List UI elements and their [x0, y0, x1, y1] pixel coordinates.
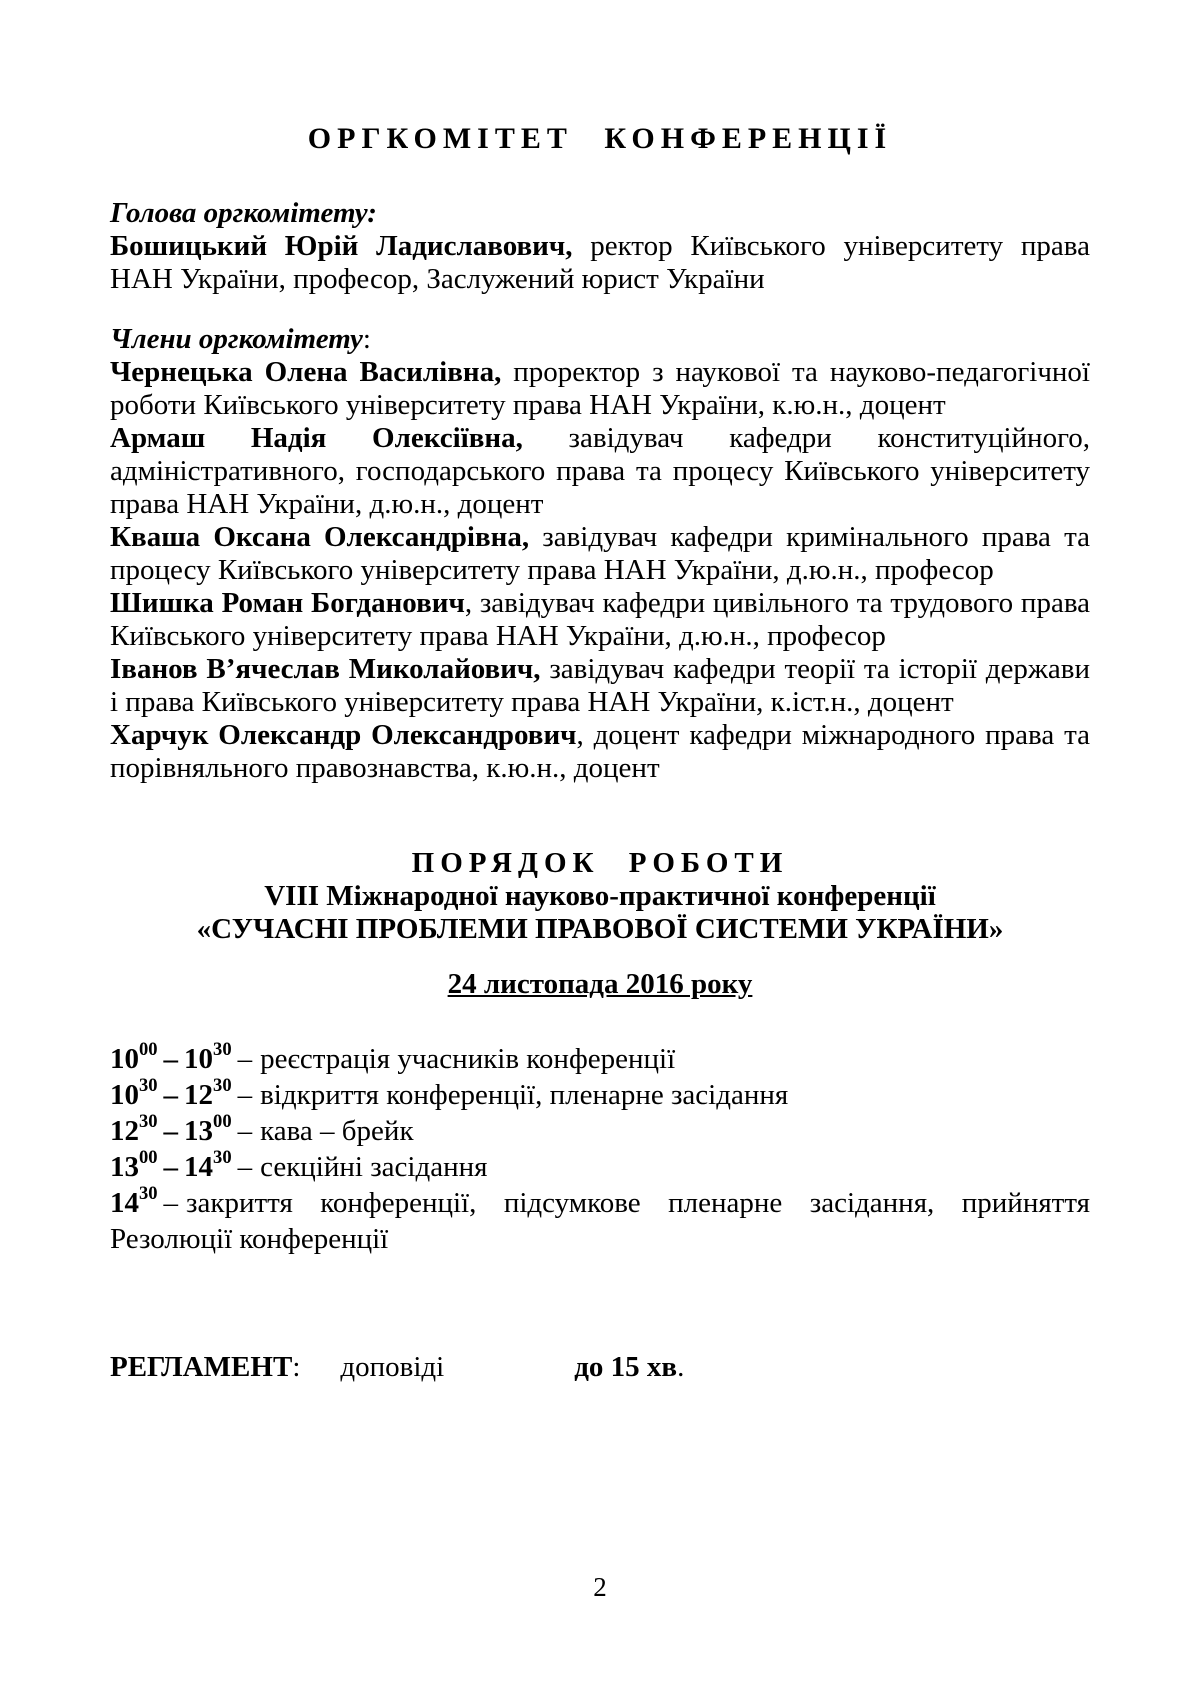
chair-name: Бошицький Юрій Ладиславович, [110, 230, 573, 262]
activity-separator: – [163, 1187, 179, 1219]
chair-heading: Голова оргкомітету: [110, 197, 377, 229]
time-separator: – [163, 1043, 179, 1075]
activity-text: секційні засідання [260, 1151, 488, 1183]
member-entry [110, 719, 1090, 785]
schedule-row [110, 1113, 1090, 1149]
page-number: 2 [593, 1572, 607, 1602]
members-heading [110, 323, 1090, 356]
member-description: завідувач кафедри теорії та історії держави і права Київського університету права НАН України, к.іст.н., доцент [110, 653, 1090, 718]
schedule-row [110, 1149, 1090, 1185]
time-range: $10^{30} - 12^{30}$ [110, 1075, 232, 1111]
member-description: , завідувач кафедри цивільного та трудового права Київського університету права НАН України, д.ю.н., професор [110, 587, 1091, 652]
activity-text: кава – брейк [260, 1115, 414, 1147]
chair-entry [110, 230, 1090, 296]
member-description: проректор з наукової та науково-педагогічної роботи Київського університету права НАН України, к.ю.н., доцент [110, 356, 1090, 421]
time-separator: – [163, 1115, 179, 1147]
agenda-subtitle-1: VIII Міжнародної науково-практичної конференції [264, 880, 936, 912]
member-name: Іванов В’ячеслав Миколайович, [110, 653, 541, 685]
regulations-label: РЕГЛАМЕНТ [110, 1351, 293, 1383]
time-range: $12^{30} - 13^{00}$ [110, 1111, 232, 1147]
member-name: Шишка Роман Богданович [110, 587, 465, 619]
member-description: завідувач кафедри конституційного, адміністративного, господарського права та процесу Київського університету права НАН України, д.ю.н., доцент [110, 422, 1090, 520]
regulations-period: . [677, 1351, 685, 1383]
schedule-row [110, 1185, 1090, 1257]
member-entry [110, 356, 1090, 422]
member-description: , доцент кафедри міжнародного права та порівняльного правознавства, к.ю.н., доцент [110, 719, 1090, 784]
member-name: Чернецька Олена Василівна, [110, 356, 502, 388]
activity-separator: – [237, 1079, 253, 1111]
member-entry [110, 521, 1090, 587]
member-description: завідувач кафедри кримінального права та процесу Київського університету права НАН України, д.ю.н., професор [110, 521, 1090, 586]
member-entry [110, 587, 1090, 653]
agenda-date-text: 24 листопада 2016 року [447, 968, 753, 1000]
schedule-row [110, 1041, 1090, 1077]
page-title: ОРГКОМІТЕТ КОНФЕРЕНЦІЇ [307, 122, 893, 155]
regulations-colon: : [292, 1351, 301, 1383]
activity-text: відкриття конференції, пленарне засідання [260, 1079, 789, 1111]
activity-text: закриття конференції, підсумкове пленарне засідання, прийняття Резолюції конференції [110, 1187, 1090, 1255]
member-name: Харчук Олександр Олександрович [110, 719, 577, 751]
agenda-subtitle-2: «СУЧАСНІ ПРОБЛЕМИ ПРАВОВОЇ СИСТЕМИ УКРАЇНИ» [196, 913, 1004, 945]
time-separator: – [163, 1079, 179, 1111]
member-name: Кваша Оксана Олександрівна, [110, 521, 530, 553]
schedule-row [110, 1077, 1090, 1113]
regulations-duration: до 15 хв. [574, 1351, 685, 1383]
activity-text: реєстрація учасників конференції [260, 1043, 676, 1075]
agenda-title: ПОРЯДОК РОБОТИ [411, 847, 789, 879]
time-range: $14^{30}$ [110, 1183, 158, 1219]
member-name: Армаш Надія Олексіївна, [110, 422, 523, 454]
members-heading-colon: : [362, 323, 371, 355]
schedule [110, 1041, 1090, 1257]
time-separator: – [163, 1151, 179, 1183]
agenda-date [110, 968, 1090, 1001]
activity-separator: – [237, 1115, 253, 1147]
members-heading-text: Члени оргкомітету [110, 323, 363, 355]
time-range: $13^{00} - 14^{30}$ [110, 1147, 232, 1183]
regulations-item: доповіді [340, 1351, 445, 1383]
chair-description: ректор Київського університету права НАН України, професор, Заслужений юрист України [110, 230, 1090, 295]
activity-separator: – [237, 1151, 253, 1183]
member-entry [110, 422, 1090, 521]
member-entry [110, 653, 1090, 719]
time-range: $10^{00} - 10^{30}$ [110, 1039, 232, 1075]
activity-separator: – [237, 1043, 253, 1075]
regulations-line [110, 1351, 1090, 1384]
